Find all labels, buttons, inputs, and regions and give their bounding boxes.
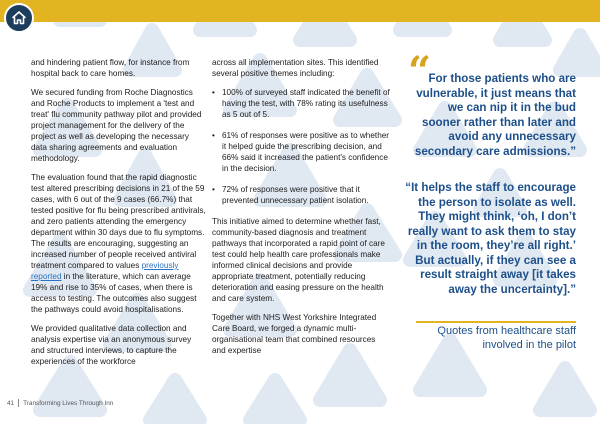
middle-column	[212, 57, 390, 364]
paragraph: This initiative aimed to determine whether fast, community-based diagnosis and treatment pathways that incorporated a rapid point of care test could help health care professionals make informed clinical decisions and provide appropriate treatment, potentially reducing deterioration and easing pressure on the health and care system.	[212, 217, 385, 303]
paragraph-text: in the literature, which can average 19% and rise to 35% of cases, when there is access to testing. The outcomes also suggest the pathways could avoid hospitalisations.	[31, 272, 197, 314]
paragraph: and hindering patient flow, for instance from hospital back to care homes.	[31, 58, 190, 78]
list-item: • 61% of responses were positive as to whether it helped guide the prescribing decision, and 66% said it increased the patient's confidence in the decision.	[212, 130, 390, 174]
paragraph: across all implementation sites. This identified several positive themes including:	[212, 58, 379, 78]
pull-quote: For those patients who are vulnerable, it just means that we can nip it in the bud sooner rather than later and avoid any unnecessary secondary care admissions.”	[414, 72, 576, 158]
document-title: Transforming Lives Through Inn	[23, 399, 114, 407]
quote-caption: Quotes from healthcare staff involved in the pilot	[437, 325, 576, 351]
top-bar	[0, 0, 600, 22]
footer	[7, 399, 113, 407]
home-icon	[11, 10, 27, 26]
list-item: • 100% of surveyed staff indicated the benefit of having the test, with 78% rating its usefulness as 5 out of 5.	[212, 87, 390, 120]
paragraph: We secured funding from Roche Diagnostics and Roche Products to implement a 'test and treat' flu community pathway pilot and provided project management for the delivery of the project as well as developing the necessary data sharing agreements and evaluation methodology.	[31, 88, 202, 163]
quote-mark-icon: “	[408, 48, 428, 95]
list-item: • 72% of responses were positive that it prevented unnecessary patient isolation.	[212, 184, 390, 206]
pull-quote: “It helps the staff to encourage the person to isolate as well. They might think, ‘oh, I don’t really want to ask them to stay in the room, they’re all right.’ But actually, if they can see a result straight away [it takes away the uncertainty].”	[405, 181, 576, 296]
paragraph: We provided qualitative data collection and analysis expertise via an anonymous survey and structured interviews, to capture the experiences of the workforce	[31, 324, 192, 366]
paragraph: Together with NHS West Yorkshire Integrated Care Board, we forged a dynamic multi-organisational team that combined resources and expertise	[212, 313, 377, 355]
home-button[interactable]	[4, 3, 34, 33]
left-column	[31, 57, 207, 375]
previously-reported-link[interactable]: previously reported	[31, 261, 179, 281]
divider	[416, 321, 576, 323]
divider	[18, 399, 19, 407]
page-number: 41	[7, 399, 15, 407]
paragraph-with-link	[31, 172, 207, 315]
themes-list	[212, 87, 390, 206]
paragraph-text: The evaluation found that the rapid diagnostic test altered prescribing decisions in 21 of the 59 cases, with 6 out of the 9 cases (66.7%) that tested positive for flu being prescribed antivirals, and zero patients attending the emergency department within 30 days due to flu symptoms. The results are encouraging, suggesting an increased number of people received antiviral treatment compared to values	[31, 173, 206, 270]
